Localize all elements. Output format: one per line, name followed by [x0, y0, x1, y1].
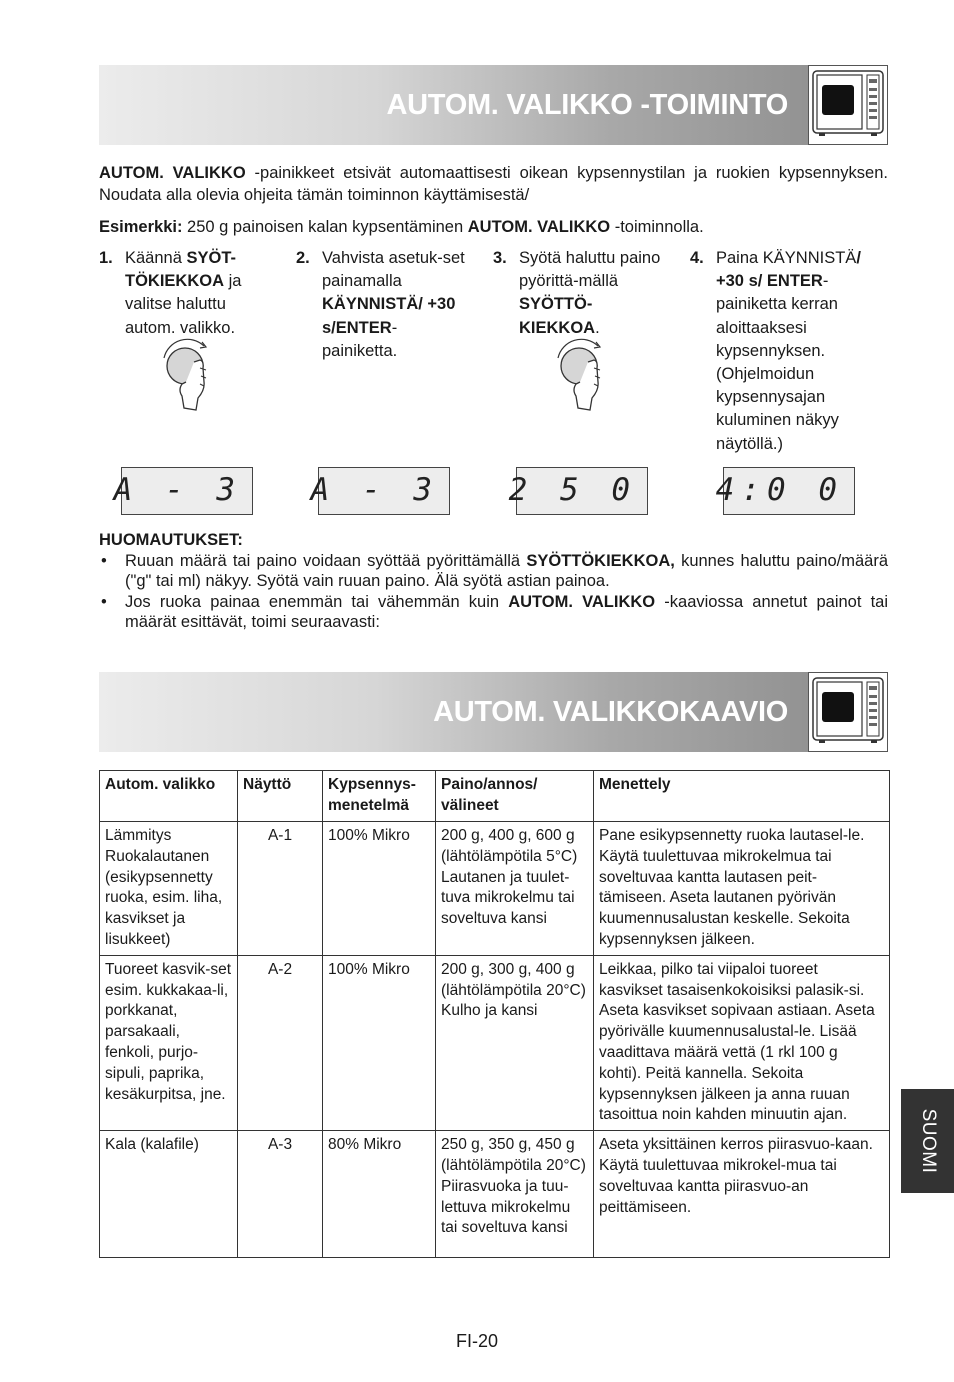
step-number: 2. — [296, 249, 310, 267]
table-cell: Leikkaa, pilko tai viipaloi tuoreet kasvikset tasaisenkokoisiksi palasik-si. Aseta kasvikset sopivaan astiaan. Aseta pyörivälle kuumennusalustal-le. Lisää vaadittava määrä vettä (1 rkl 100 g kohti). Peitä kannella. Sekoita kypsennyksen jälkeen ja anna ruuan tasoittua noin kahden minuutin ajan. — [594, 955, 890, 1130]
step-text-part: -painiketta. — [322, 318, 398, 360]
microwave-oven-icon — [808, 672, 888, 752]
column-header: Autom. valikko — [100, 771, 238, 822]
step-text-part: Syötä haluttu paino pyörittä-mällä — [519, 249, 661, 291]
microwave-oven-icon — [808, 65, 888, 145]
table-row — [100, 822, 890, 956]
lcd-display-step-4 — [715, 467, 855, 515]
intro-paragraph — [99, 162, 888, 206]
intro-lead-text: -painikkeet etsivät automaattisesti oikean kypsennystilan ja ruokien kypsennyksen. Noudata alla olevia ohjeita tämän toiminnon käyttämisestä/ — [99, 164, 888, 204]
step-text — [519, 247, 661, 340]
example-text-b: -toiminnolla. — [610, 218, 704, 236]
note-text-part: kunnes haluttu paino/määrä ("g" tai ml) näkyy. Syötä vain ruuan paino. Älä syötä astian painoa. — [125, 552, 888, 590]
table-cell: Pane esikypsennetty ruoka lautasel-le. Käytä tuulettuvaa mikrokelmua tai soveltuvaa kantta lautasen peit-tämiseen. Aseta lautanen pyörivän kuumennusalustan keskelle. Sekoita kypsennyksen jälkeen. — [594, 822, 890, 956]
table-row — [100, 955, 890, 1130]
section-banner-autom-valikko — [99, 65, 888, 145]
note-text-bold: SYÖTTÖKIEKKOA, — [526, 552, 675, 570]
section-title: AUTOM. VALIKKO -TOIMINTO — [386, 89, 788, 121]
note-text — [125, 551, 888, 591]
lcd-readout: 2 5 0 — [508, 472, 637, 508]
table-cell: A-3 — [238, 1131, 323, 1258]
table-cell: Tuoreet kasvik-set esim. kukkakaa-li, porkkanat, parsakaali, fenkoli, purjo-sipuli, paprika, kesäkurpitsa, jne. — [100, 955, 238, 1130]
step-text — [322, 247, 467, 363]
note-text — [125, 592, 888, 632]
step-text — [125, 247, 265, 340]
notes-heading: HUOMAUTUKSET: — [99, 531, 243, 549]
step-text-part: ja valitse haluttu autom. valikko. — [125, 272, 242, 337]
note-text-bold: AUTOM. VALIKKO — [508, 593, 656, 611]
table-cell: 80% Mikro — [323, 1131, 436, 1258]
step-text-part: . — [595, 318, 600, 337]
intro-lead-bold: AUTOM. VALIKKO — [99, 164, 246, 182]
dial-hand-icon — [552, 338, 612, 419]
page-number: FI-20 — [455, 1331, 498, 1351]
step-text-bold: KÄYNNISTÄ/ +30 s/ENTER — [322, 295, 456, 337]
table-cell: A-1 — [238, 822, 323, 956]
lcd-display-step-2 — [310, 467, 450, 515]
step-text-part: -painiketta kerran aloittaaksesi kypsennyksen. (Ohjelmoidun kypsennysajan kuluminen näkyy näytöllä.) — [716, 272, 839, 453]
note-text-part: -kaaviossa annetut painot tai määrät esittävät, toimi seuraavasti: — [125, 593, 889, 631]
lcd-readout: A - 3 — [310, 472, 439, 508]
table-cell: 200 g, 400 g, 600 g (lähtölämpötila 5°C) Lautanen ja tuulet-tuva mikrokelmu tai soveltuva kansi — [436, 822, 594, 956]
lcd-display-step-1 — [113, 467, 253, 515]
step-text-bold: / +30 s/ ENTER — [716, 249, 861, 291]
note-text-part: Ruuan määrä tai paino voidaan syöttää pyörittämällä — [125, 552, 527, 570]
bullet-marker: • — [101, 552, 107, 570]
step-text-bold: SYÖT-TÖKIEKKOA — [125, 249, 236, 291]
language-label: SUOMI — [917, 1108, 939, 1174]
example-text-a: 250 g painoisen kalan kypsentäminen — [182, 218, 468, 236]
table-cell: Aseta yksittäinen kerros piirasvuo-kaan. Käytä tuulettuvaa mikrokel-mua tai soveltuvaa kantta piirasvuo-an peittämiseen. — [594, 1131, 890, 1258]
step-number: 3. — [493, 249, 507, 267]
table-cell: 250 g, 350 g, 450 g (lähtölämpötila 20°C) Piirasvuoka ja tuu-lettuva mikrokelmu tai soveltuva kansi — [436, 1131, 594, 1258]
table-cell: Kala (kalafile) — [100, 1131, 238, 1258]
step-text-bold: SYÖTTÖ-KIEKKOA — [519, 295, 596, 337]
lcd-readout: A - 3 — [113, 472, 242, 508]
step-number: 4. — [690, 249, 704, 267]
language-side-tab — [901, 1089, 954, 1193]
table-cell: 200 g, 300 g, 400 g (lähtölämpötila 20°C) Kulho ja kansi — [436, 955, 594, 1130]
table-cell: Lämmitys Ruokalautanen (esikypsennetty ruoka, esim. liha, kasvikset ja lisukkeet) — [100, 822, 238, 956]
column-header: Paino/annos/ välineet — [436, 771, 594, 822]
lcd-display-step-3 — [508, 467, 648, 515]
note-text-part: Jos ruoka painaa enemmän tai vähemmän kuin — [125, 593, 509, 611]
example-line — [99, 216, 888, 238]
auto-menu-table — [99, 770, 890, 1258]
step-text-part: Paina KÄYNNISTÄ — [716, 249, 857, 267]
step-text-part: Käännä — [125, 249, 187, 267]
section-title: AUTOM. VALIKKOKAAVIO — [433, 696, 788, 728]
column-header: Näyttö — [238, 771, 323, 822]
table-row — [100, 1131, 890, 1258]
example-label: Esimerkki: — [99, 218, 183, 236]
column-header: Kypsennys-menetelmä — [323, 771, 436, 822]
bullet-marker: • — [101, 593, 107, 611]
dial-hand-icon — [158, 338, 218, 419]
column-header: Menettely — [594, 771, 890, 822]
step-text — [716, 247, 881, 456]
step-text-part: Vahvista asetuk-set painamalla — [322, 249, 465, 291]
table-header-row — [100, 771, 890, 822]
step-number: 1. — [99, 249, 113, 267]
example-bold: AUTOM. VALIKKO — [467, 218, 611, 236]
table-cell: A-2 — [238, 955, 323, 1130]
table-cell: 100% Mikro — [323, 955, 436, 1130]
lcd-readout: 4:0 0 — [715, 472, 844, 508]
section-banner-valikkokaavio — [99, 672, 888, 752]
table-cell: 100% Mikro — [323, 822, 436, 956]
